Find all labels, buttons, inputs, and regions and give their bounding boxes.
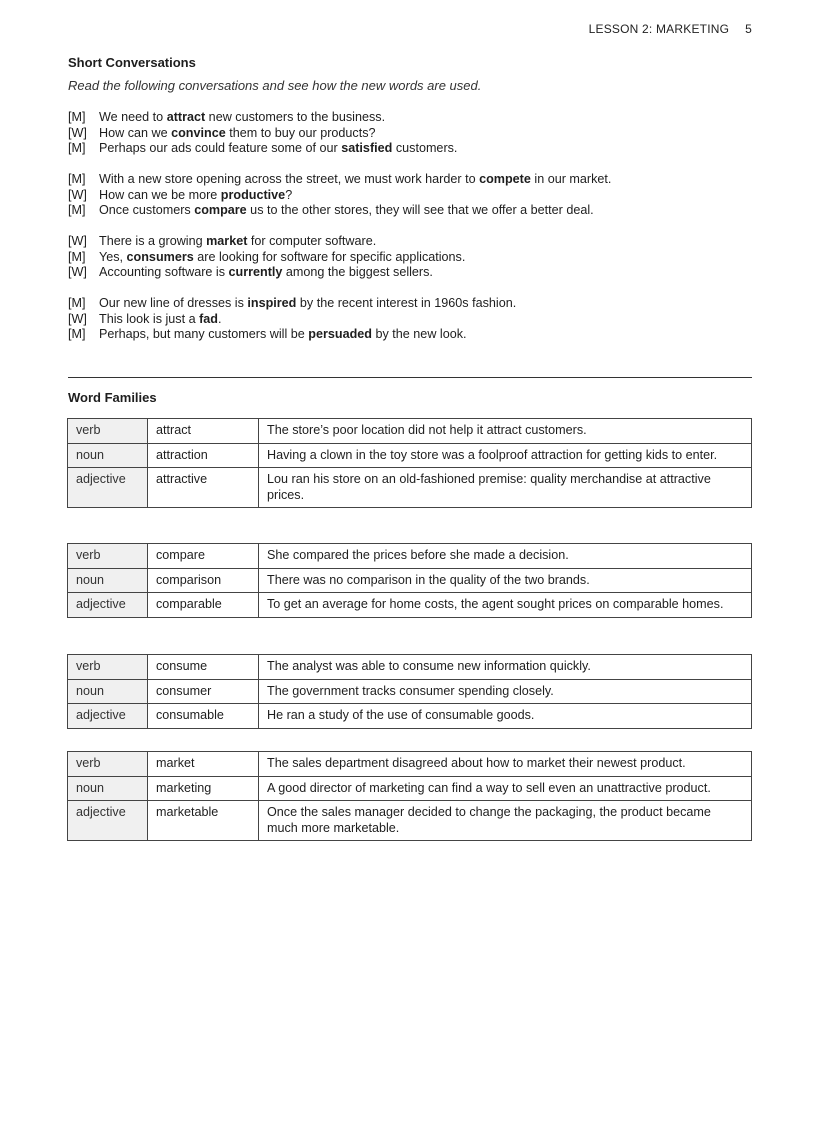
- word-cell: marketing: [148, 776, 259, 801]
- example-cell: She compared the prices before she made a decision.: [259, 544, 752, 569]
- conversation-line: [68, 126, 768, 142]
- word-cell: marketable: [148, 801, 259, 841]
- part-of-speech-cell: adjective: [68, 468, 148, 508]
- example-cell: To get an average for home costs, the agent sought prices on comparable homes.: [259, 593, 752, 618]
- speaker-label: [W]: [68, 187, 87, 202]
- line-text: How can we: [99, 125, 172, 140]
- table-row: [68, 776, 752, 801]
- example-cell: The store’s poor location did not help it attract customers.: [259, 419, 752, 444]
- word-cell: attract: [148, 419, 259, 444]
- line-text: Once customers: [99, 203, 195, 217]
- word-cell: attractive: [148, 468, 259, 508]
- speaker-label: [W]: [68, 125, 87, 140]
- line-text: Accounting software is: [99, 265, 229, 279]
- line-text: This look is just a: [99, 311, 200, 326]
- speaker-label: [M]: [68, 110, 86, 124]
- conversation-line: [68, 172, 768, 188]
- line-text: by the new look.: [372, 327, 467, 341]
- vocab-word: currently: [228, 265, 283, 279]
- speaker-label: [W]: [68, 234, 87, 248]
- example-cell: Lou ran his store on an old-fashioned premise: quality merchandise at attractive prices.: [259, 468, 752, 508]
- line-text: customers.: [392, 141, 458, 155]
- vocab-word: satisfied: [341, 141, 393, 155]
- example-cell: The sales department disagreed about how to market their newest product.: [259, 752, 752, 777]
- page-header: [589, 22, 752, 36]
- line-text: Perhaps our ads could feature some of our: [99, 141, 342, 155]
- part-of-speech-cell: verb: [68, 544, 148, 569]
- conversation-line: [68, 234, 768, 250]
- word-cell: comparable: [148, 593, 259, 618]
- table-row: [68, 593, 752, 618]
- part-of-speech-cell: verb: [68, 655, 148, 680]
- part-of-speech-cell: adjective: [68, 801, 148, 841]
- word-cell: comparison: [148, 568, 259, 593]
- short-conversations-title: Short Conversations: [68, 55, 196, 70]
- word-family-table-compare: [67, 543, 752, 618]
- lesson-title: LESSON 2: MARKETING: [588, 22, 730, 36]
- line-text: ?: [285, 187, 293, 202]
- table-row: [68, 801, 752, 841]
- line-text: How can we be more: [99, 187, 221, 202]
- word-cell: consume: [148, 655, 259, 680]
- line-text: Our new line of dresses is: [99, 296, 248, 310]
- line-text: We need to: [99, 110, 167, 124]
- example-cell: He ran a study of the use of consumable goods.: [259, 704, 752, 729]
- word-cell: attraction: [148, 443, 259, 468]
- part-of-speech-cell: noun: [68, 568, 148, 593]
- speaker-label: [M]: [68, 296, 86, 310]
- part-of-speech-cell: noun: [68, 443, 148, 468]
- speaker-label: [M]: [68, 172, 86, 186]
- conversation-line: [68, 327, 768, 343]
- conversation-group: [68, 172, 768, 219]
- speaker-label: [W]: [68, 311, 87, 326]
- example-cell: There was no comparison in the quality of the two brands.: [259, 568, 752, 593]
- speaker-label: [M]: [68, 249, 86, 264]
- example-cell: A good director of marketing can find a way to sell even an unattractive product.: [259, 776, 752, 801]
- table-row: [68, 443, 752, 468]
- line-text: are looking for software for specific applications.: [193, 249, 466, 264]
- speaker-label: [M]: [68, 327, 86, 341]
- line-text: Yes,: [99, 249, 127, 264]
- word-family-table-attract: [67, 418, 752, 508]
- line-text: Perhaps, but many customers will be: [99, 327, 309, 341]
- example-cell: Having a clown in the toy store was a foolproof attraction for getting kids to enter.: [259, 443, 752, 468]
- part-of-speech-cell: noun: [68, 679, 148, 704]
- conversation-line: [68, 265, 768, 281]
- section-divider: [68, 377, 752, 378]
- part-of-speech-cell: adjective: [68, 704, 148, 729]
- line-text: among the biggest sellers.: [282, 265, 433, 279]
- vocab-word: fad: [199, 311, 218, 326]
- vocab-word: productive: [220, 187, 286, 202]
- line-text: .: [217, 311, 222, 326]
- vocab-word: convince: [171, 125, 226, 140]
- part-of-speech-cell: verb: [68, 419, 148, 444]
- word-cell: consumer: [148, 679, 259, 704]
- table-row: [68, 568, 752, 593]
- table-row: [68, 752, 752, 777]
- line-text: in our market.: [530, 172, 612, 186]
- conversation-line: [68, 188, 768, 204]
- conversation-group: [68, 234, 768, 281]
- word-cell: market: [148, 752, 259, 777]
- part-of-speech-cell: noun: [68, 776, 148, 801]
- vocab-word: attract: [166, 110, 206, 124]
- conversation-line: [68, 110, 768, 126]
- table-row: [68, 655, 752, 680]
- speaker-label: [M]: [68, 203, 86, 217]
- conversation-line: [68, 203, 768, 219]
- vocab-word: persuaded: [308, 327, 372, 341]
- word-cell: compare: [148, 544, 259, 569]
- line-text: new customers to the business.: [205, 110, 386, 124]
- line-text: There is a growing: [99, 234, 207, 248]
- speaker-label: [M]: [68, 141, 86, 155]
- conversation-line: [68, 141, 768, 157]
- example-cell: Once the sales manager decided to change the packaging, the product became much more marketable.: [259, 801, 752, 841]
- word-families-title: Word Families: [68, 390, 157, 405]
- table-row: [68, 704, 752, 729]
- table-row: [68, 419, 752, 444]
- conversation-line: [68, 312, 768, 328]
- short-conversations-instruction: Read the following conversations and see how the new words are used.: [68, 78, 482, 93]
- line-text: them to buy our products?: [225, 125, 376, 140]
- word-cell: consumable: [148, 704, 259, 729]
- vocab-word: market: [206, 234, 248, 248]
- table-row: [68, 468, 752, 508]
- table-row: [68, 544, 752, 569]
- conversation-group: [68, 110, 768, 157]
- vocab-word: compete: [479, 172, 531, 186]
- vocab-word: consumers: [126, 249, 194, 264]
- table-row: [68, 679, 752, 704]
- vocab-word: inspired: [247, 296, 297, 310]
- page-number: 5: [745, 22, 752, 36]
- line-text: With a new store opening across the street, we must work harder to: [99, 172, 480, 186]
- part-of-speech-cell: verb: [68, 752, 148, 777]
- line-text: us to the other stores, they will see that we offer a better deal.: [246, 203, 594, 217]
- conversation-line: [68, 296, 768, 312]
- example-cell: The government tracks consumer spending closely.: [259, 679, 752, 704]
- word-family-table-market: [67, 751, 752, 841]
- conversation-group: [68, 296, 768, 343]
- speaker-label: [W]: [68, 265, 87, 279]
- line-text: by the recent interest in 1960s fashion.: [296, 296, 517, 310]
- vocab-word: compare: [194, 203, 247, 217]
- conversation-line: [68, 250, 768, 266]
- part-of-speech-cell: adjective: [68, 593, 148, 618]
- example-cell: The analyst was able to consume new information quickly.: [259, 655, 752, 680]
- line-text: for computer software.: [247, 234, 377, 248]
- word-family-table-consume: [67, 654, 752, 729]
